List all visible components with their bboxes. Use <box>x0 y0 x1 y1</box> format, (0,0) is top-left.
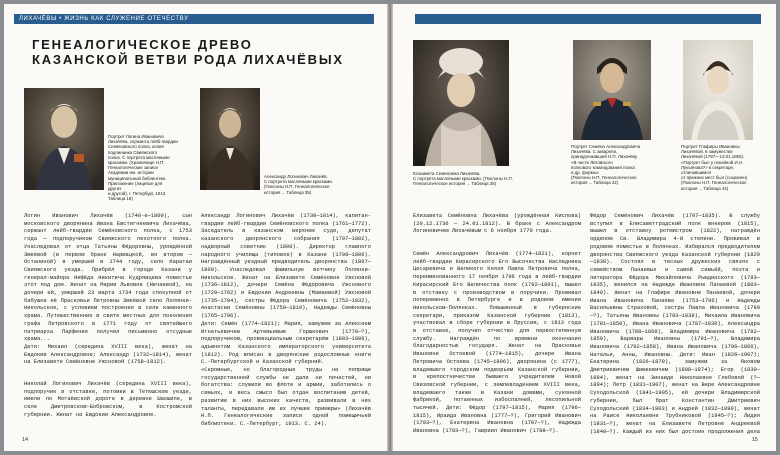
caption-portrait-2: Александр Логинович Лихачёв. С портрета масляными красками. (Поклоны Н.П. Генеалогическое история ... Таблица 35) <box>264 174 333 195</box>
page-number-left: 14 <box>22 437 29 443</box>
text-column-3b: Семён Александрович Лихачёв (1774—1821), корнет лейб-гвардии Кирасирского Его Высочества Наследника Цесаревича и Великого Князя Павла Петровича полка, переименованного 17 ноября 1796 года в лейб-гвардии Кирасирский Его Величества полк (1792—1801), вышел в отставку с производством в поручики. Проживал попеременно в Петербурге и в родовом имении Никольском-Полянках. Повышенный в губернские секретари, приказом Казанской губернии (1813), участвовал в сборе губернии в Пруссии, с 1813 года в отставке, получил отчество для первостепенную службу. Награждён по времени окончания благодарностью государя. Женат на Прасковье Ивановне Остоевой (1774—1815), дочере Ивана Петровича Остоева (1745—1806), дворянина (с 1777), владевшего городским подворьем Казанской губернии, в крепостничестве бывшего учредителем Новой Свизовской губернии, с землевладением XVIII века, владевшего также в Казани домами, суконной фабрикой, потаенных избоспалней, лесопильной тысячей. Дети: Фёдор (1797—1815), Мария (1796—1815), Ираида Ивановна (1777—?), Григорий Иванович (1793—?), Екатерина Ивановна (1787—?), Надежда Ивановна (1783—?), Гавриил Иванович (1788—?). <box>413 251 581 435</box>
text-column-3: Елизавета Семёновна Лихачёва (урождённая Кислова) (20.12.1736 — 24.01.1812). В браке с Александром Логиновичем Лихачёвым с 6 ноября 1770 года. <box>413 213 581 235</box>
text-column-4: Фёдор Семёнович Лихачёв (1797—1835). В службу вступил в Елисаветградский полк юнкером (1815), вышел в отставку ротмистром (1822), награждён орденом Св. Владимира 4-й степени. Проживал в родовом поместье в Полянках. Избирался предводителем дворянства Свияжского уезда Казанской губернии (1829—1830). Состоял в тесных дружеских связях с семейством Панаевых и самой семьёй, поэта и литератора Фёдора Михайловича Рындинского (1793—1835), женился на Надежде Ивановне Панаевой (1803—1840). Женат на Глафире Ивановне Панаевой, дочери Ивана Ивановича Панаева (1753—1796) и Надежды Васильевны Страховой, сестры Павла Ивановича (1780—?), Татьяны Ивановны (1783—1839), Михаила Ивановича (1781—1850), Ивана Ивановича (1787—1830), Александра Ивановича (1788—1868), Владимира Ивановича (1792—1859), Варвары Ивановны (1791—?), Владимира Ивановича (1792—1858), Ивана Ивановича (1796—1866), Натальи, Анны, Ивановны. Дети: Иван (1826—1907); Екатерина (1826—1870), замужем за Яковом Дмитриевичем Шимкевичем (1808—1874); Егор (1830—1894), женат на Зинаиде Николаевне Глебовой (?—1894); Петр (1831—1907), женат на Вере Александровне Суходольской (1841—1905), ей дочери Владимирской губернии, был брат Константин Дмитриевич Суходольский (1834—1903) и Андрей (1832—1890), женат на Раисе Николаевне Трубниковой (1845—?); Лидия (1831—?), женат на Елизавете Петровне Андреевой (1840—?). Каждый из них был достоин продолжения дела <box>590 213 760 435</box>
right-page <box>393 4 776 451</box>
caption-portrait-3: Елизавета Семёновна Лихачёва. С портрета масляными красками. (Поклоны Н.П. Генеалогическое история ... Таблица 35) <box>413 171 513 187</box>
caption-portrait-1: Портрет Логина Ивановича Лихачёва, сержанта лейб-гвардии Семёновского полка, копия подлинника Свияжского полка. С портрета масляными красками. (Хранилище Н.П. Генеалогические записи Академии им. истории муниципальный библиотеке. Приложение (лицевое для других и другой), г. Петербург, 1913. Таблица 18) <box>108 134 178 202</box>
portrait-elizaveta-likhacheva <box>413 40 509 166</box>
running-header: ЛИХАЧЁВЫ • ЖИЗНЬ КАК СЛУЖЕНИЕ ОТЕЧЕСТВУ <box>14 14 374 24</box>
page-number-right: 15 <box>751 437 758 443</box>
page-title: ГЕНЕАЛОГИЧЕСКОЕ ДРЕВО КАЗАНСКОЙ ВЕТВИ РОДА ЛИХАЧЁВЫХ <box>32 37 344 67</box>
caption-portrait-4: Портрет Семёна Александровича Лихачёва. С акварели, принадлежавшей Н.П. Лихачёву. «В части Литовского полкового командования полка и др. формы» (Поклоны Н.П. Генеалогическое история ... Таблица 42) <box>571 144 641 186</box>
caption-portrait-5: Портрет Глафиры Ивановны Лихачёвой, в замужестве Лихачёвой (1797—13.01.1856). «Портрет был у покойной И.Н. Лукъянова?» в секретаре, отличавшимся от прежних мест был (сохранен) (Поклоны Н.П. Генеалогическое история ... Таблица 44) <box>681 144 748 191</box>
portrait-login-likhachev <box>24 88 104 190</box>
text-column-1b: Николай Логинович Лихачёв (середина XVIII века), подпоручик в отставке, потомки в Тетюшском уезде, имели по Могаёвской дороге в деревне Шакшиле, в селе Дмитровском-Бобровском, в Костромской губернии. Женат на Евдокии Александровне. <box>24 381 192 418</box>
portrait-aleksandr-likhachev <box>200 88 260 190</box>
portrait-semyon-likhachev <box>573 40 651 140</box>
text-column-2: Александр Логинович Лихачёв (1730—1814), капитан-гвардии лейб-гвардии Семёновского полка (1761—1772). Заседатель в казанском верхнем суде, депутат казанского дворянского собрания (1797—1802), надворный советник (1800). Директор главного народного училища (типовое) в Казани (1798—1806). Награждённый уездный предводитель дворянства (1807—1809). Унаследовал фамильную вотчину Полянки-Никольское. Женат на Елизавете Семёновне Ужсновой (1736—1812), дочери Семёна Фёдоровича Ужснового (1728—1762) и Евдокии Андреевны (Мамаевой) Ужсновой (1735—1784), сестры Фёдора Семёновича (1752—1832), Анастасии Семёновны (1759—1810), Надежды Семёновны (1765—1796). Дети: Семён (1774—1821); Мария, замужем за Алексеем Игнатьевичем Артемьевым Горшкович (1778—?), подпоручиком, провинциальным секретарём (1803—1806), адъюнктом Казанского императорского университета (1812). Род вписан в дворянские родословные книги С.-Петербургской и Казанской губерний. «Скромные, но благородные труды на поприще государственной службы не дали ни почестей, ни богатства: служили во флоте и армии, заботились о семьях, и весь смысл был отдан воспитанию детей, развитию в них высоких качеств, развивали в них таланты, передавали им их лучшие примеры» (Лихачёв Н.П. Генеалогические записи одной помещичьей библиотеки. С.-Петербург, 1913. С. 24). <box>201 213 371 427</box>
left-page <box>4 4 387 451</box>
text-column-1: Логин Иванович Лихачёв (1740-е—1800), сын московского дворянина Ивана Евстигнеевича Лихачёва, сержант лейб-гвардии Семёновского полка, с 1753 года — подпоручиком Свияжского пехотного полка. Унаследовал от отца Татьяны Фёдоровны, урождённой Змеёвой (в первом браке Нармацкой, во втором — Останиной) в умершей в 1744 году, село Каратаи Свияжского уезда. Прибрёл в городе Казани у генерал-майора Нифёда Никитича Кудрявцева поместье этот под дом. Женат на Марии Львовне (Нечаевой), на дочери ей, умершей 23 марта 1734 года спокупной от бабушки её Прасковьи Петровны Змеёвой село Полянки-Никольское, с условием построения в селе каменного храма. Путешественник в свите местных для поколения графа Петровского в 1771 году от святейшего патриарха Парфения получил письменно отсудные храма... Дети: Михаил (середина XVIII века), женат на Евдокии Александровне; Александр (1732—1814), женат на Елизавете Семёновне Ужсновой (1758—1812). <box>24 213 192 366</box>
portrait-glafira-likhacheva <box>683 40 753 140</box>
running-header-bar <box>415 14 761 24</box>
